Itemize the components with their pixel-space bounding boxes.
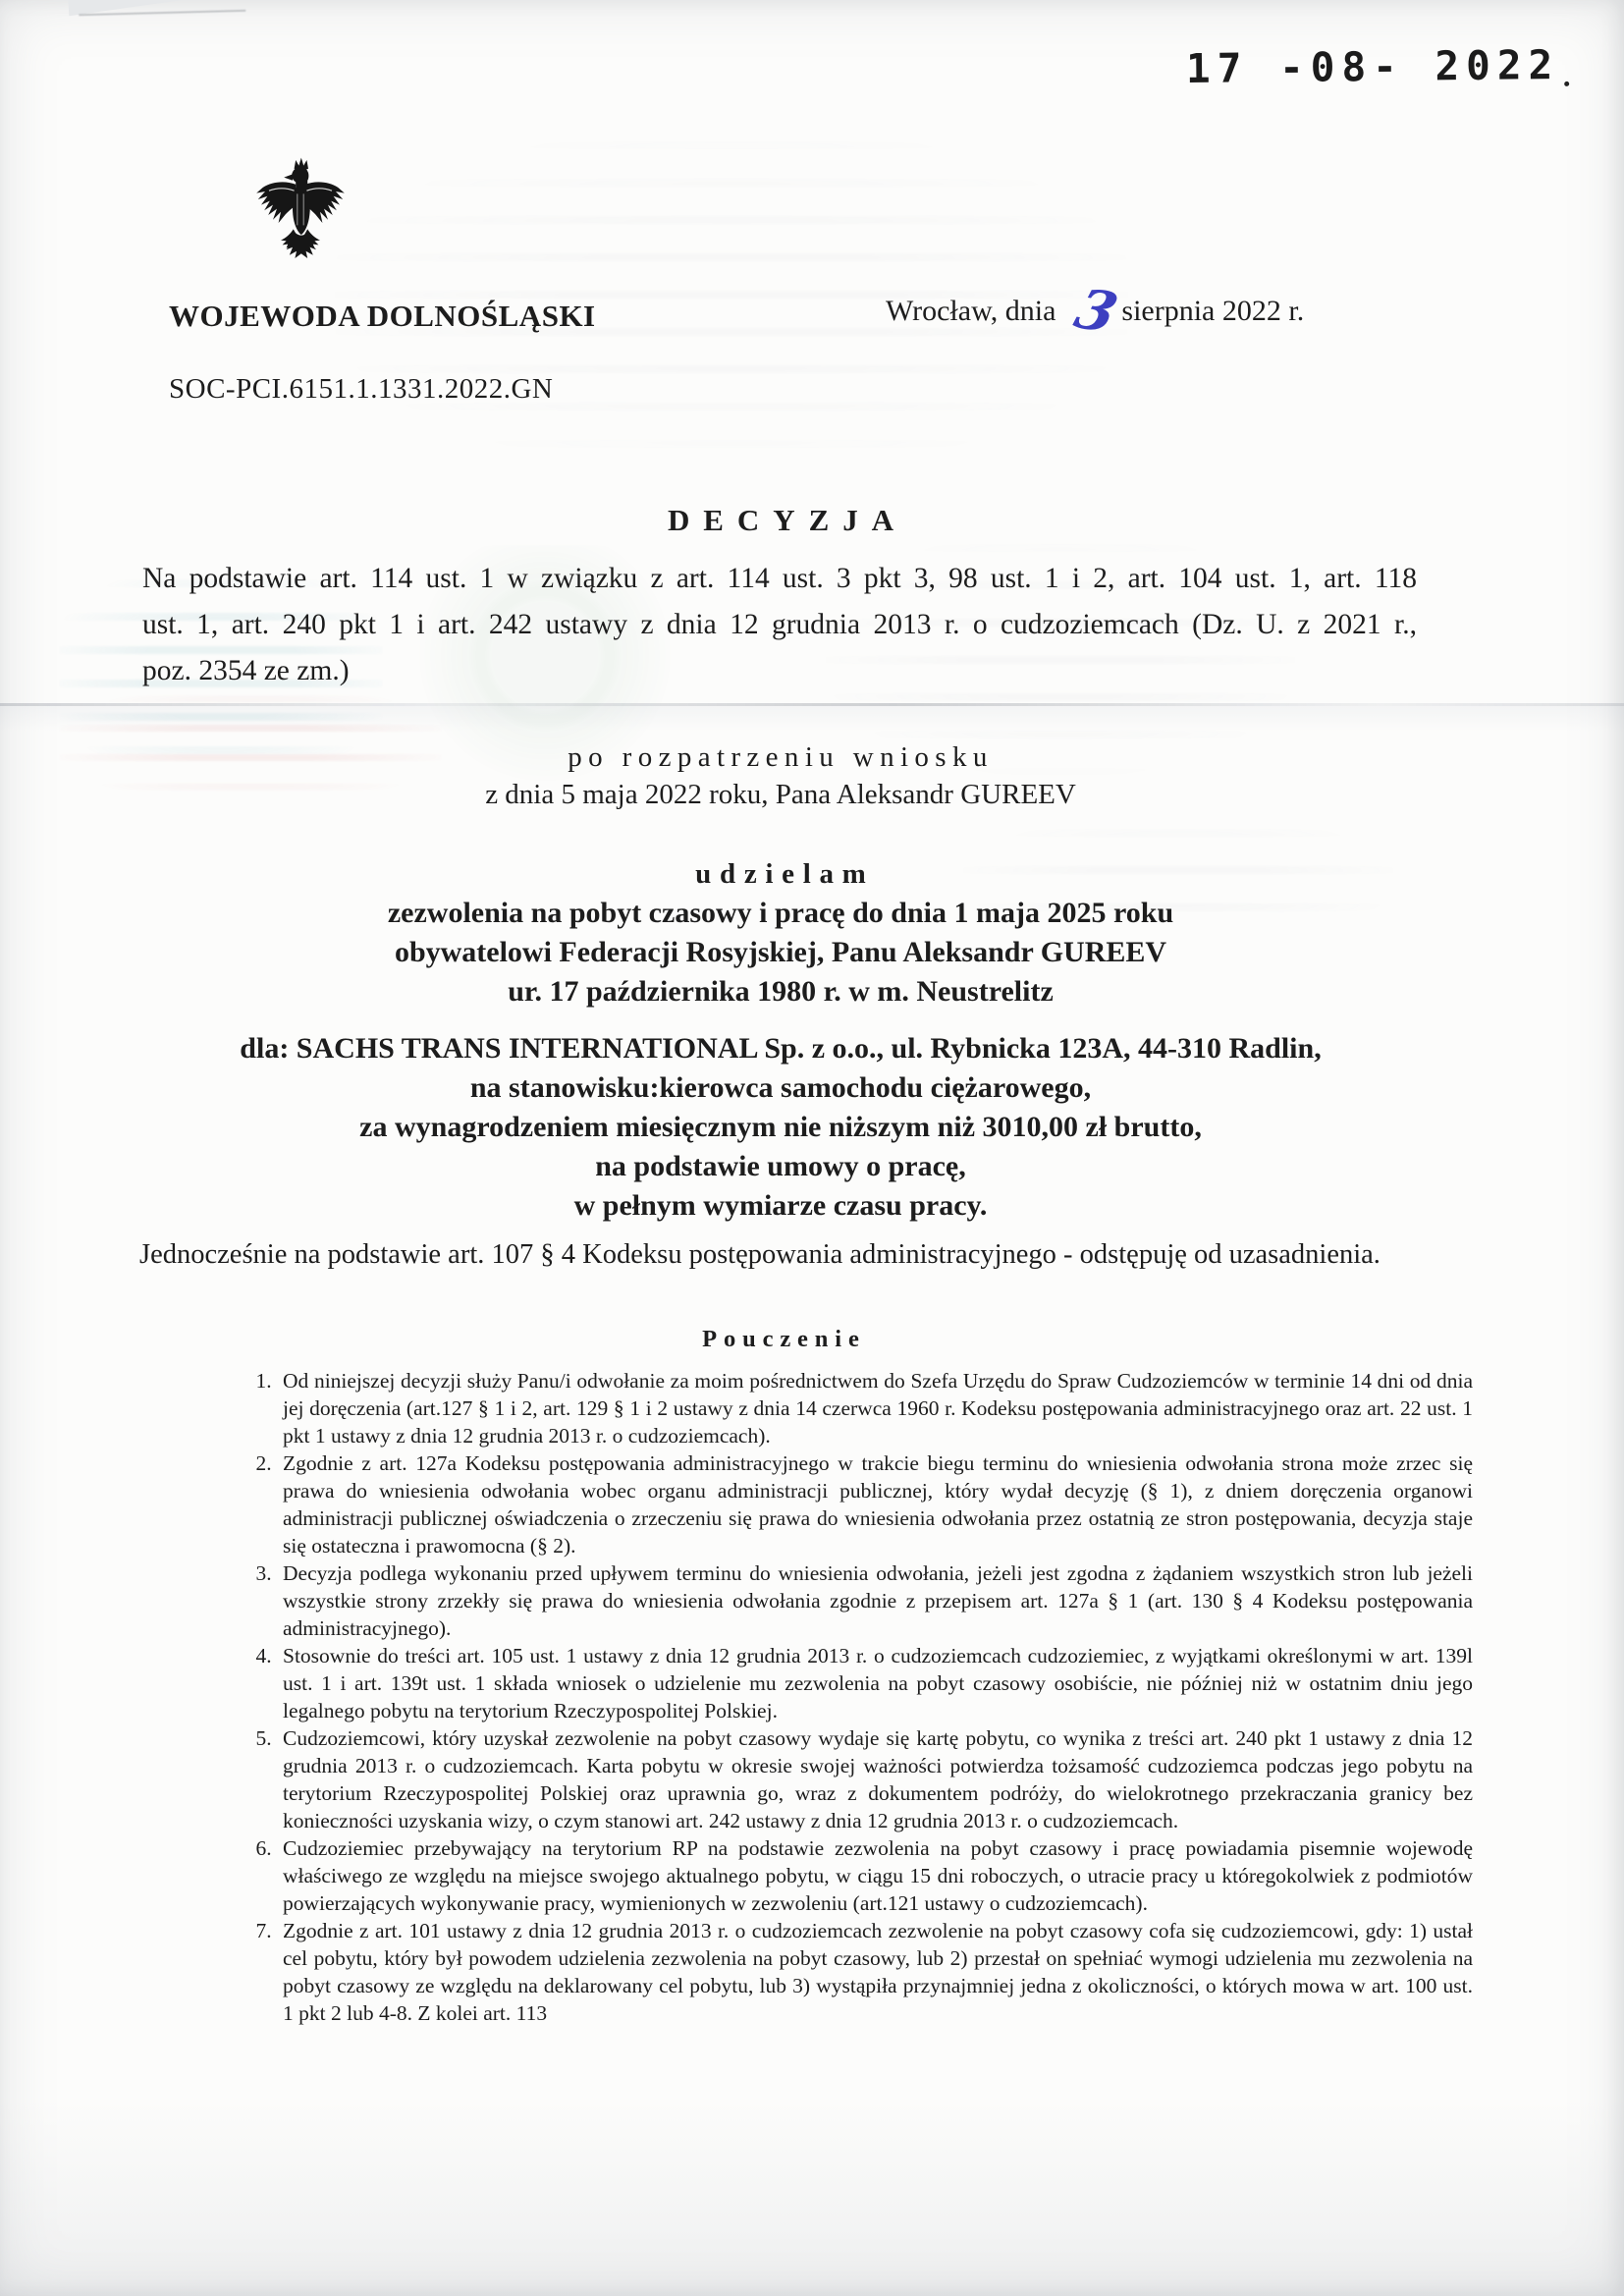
legal-basis-line: poz. 2354 ze zm.)	[142, 655, 350, 686]
instruction-item: 4. Stosownie do treści art. 105 ust. 1 ustawy z dnia 12 grudnia 2013 r. o cudzoziemcach cudzoziemiec, z wyjątkami określonymi w art. 139l ust. 1 i art. 139t ust. 1 składa wniosek o udzielenie mu zezwolenia na pobyt czasowy osobiście, nie później niż w ostatnim dniu jego legalnego pobytu na terytorium Rzeczypospolitej Polskiej.	[277, 1642, 1473, 1724]
instruction-item: 2. Zgodnie z art. 127a Kodeksu postępowania administracyjnego w trakcie biegu terminu do wniesienia odwołania strona może zrzec się prawa do wniesienia odwołania wobec organu administracji publicznej, który wydał decyzję (§ 1), z dniem doręczenia organowi administracji publicznej oświadczenia o zrzeczeniu się prawa do wniesienia odwołania przez ostatnią ze stron postępowania, decyzja staje się ostateczna i prawomocna (§ 2).	[277, 1449, 1473, 1559]
employer-line: w pełnym wymiarze czasu pracy.	[573, 1189, 988, 1222]
grant-block	[142, 854, 1419, 1011]
instruction-item: 7. Zgodnie z art. 101 ustawy z dnia 12 grudnia 2013 r. o cudzoziemcach zezwolenie na pobyt czasowy cofa się cudzoziemcowi, gdy: 1) ustał cel pobytu, który był powodem udzielenia zezwolenia na pobyt czasowy, lub 2) przestał on spełniać wymogi udzielenia mu zezwolenia na pobyt czasowy ze względu na deklarowany cel pobytu, lub 3) wystąpiła przynajmniej jedna z okoliczności, o których mowa w art. 100 ust. 1 pkt 2 lub 4-8. Z kolei art. 113	[277, 1917, 1473, 2027]
scanner-shadow	[0, 2100, 1624, 2296]
legal-basis-paragraph	[142, 556, 1417, 694]
place-date-suffix: sierpnia 2022 r.	[1121, 295, 1305, 327]
paper-fold-mark	[68, 0, 255, 25]
place-date-prefix: Wrocław, dnia	[886, 295, 1056, 327]
consideration-line1: po rozpatrzeniu wniosku	[568, 741, 994, 773]
consideration-line2: z dnia 5 maja 2022 roku, Pana Aleksandr GUREEV	[485, 779, 1076, 810]
polish-eagle-emblem-icon	[253, 143, 348, 287]
issuer-name: WOJEWODA DOLNOŚLĄSKI	[169, 299, 596, 333]
employer-block	[142, 1029, 1419, 1226]
legal-basis-line: ust. 1, art. 240 pkt 1 i art. 242 ustawy z dnia 12 grudnia 2013 r. o cudzoziemcach (Dz. U. z 2021 r.,	[142, 609, 1417, 640]
employer-line: za wynagrodzeniem miesięcznym nie niższym niż 3010,00 zł brutto,	[359, 1111, 1202, 1143]
employer-line: na stanowisku:kierowca samochodu ciężarowego,	[469, 1071, 1092, 1104]
instruction-heading: Pouczenie	[702, 1326, 866, 1352]
grant-line: ur. 17 października 1980 r. w m. Neustrelitz	[508, 975, 1054, 1008]
consideration-block	[142, 738, 1419, 813]
received-date-stamp: 17 -08- 2022	[1185, 41, 1560, 92]
document-title: DECYZJA	[667, 503, 907, 537]
instruction-item: 3. Decyzja podlega wykonaniu przed upływem terminu do wniesienia odwołania, jeżeli jest zgodna z żądaniem wszystkich stron lub jeżeli wszystkie strony zrzekły się prawa do wniesienia odwołania zgodnie z przepisem art. 127a § 1 (art. 130 § 4 Kodeksu postępowania administracyjnego).	[277, 1559, 1473, 1642]
case-number: SOC-PCI.6151.1.1331.2022.GN	[169, 373, 554, 405]
employer-line: dla: SACHS TRANS INTERNATIONAL Sp. z o.o., ul. Rybnicka 123A, 44-310 Radlin,	[240, 1032, 1322, 1065]
grant-verb: udzielam	[695, 858, 875, 890]
instruction-item: 1. Od niniejszej decyzji służy Panu/i odwołanie za moim pośrednictwem do Szefa Urzędu do Spraw Cudzoziemców w terminie 14 dni od dnia jej doręczenia (art.127 § 1 i 2, art. 129 § 1 i 2 ustawy z dnia 14 czerwca 1960 r. Kodeksu postępowania administracyjnego oraz art. 22 ust. 1 pkt 1 ustawy z dnia 12 grudnia 2013 r. o cudzoziemcach).	[277, 1367, 1473, 1449]
legal-basis-line: Na podstawie art. 114 ust. 1 w związku z art. 114 ust. 3 pkt 3, 98 ust. 1 i 2, art. 104 ust. 1, art. 118	[142, 563, 1417, 594]
instruction-item: 5. Cudzoziemcowi, który uzyskał zezwolenie na pobyt czasowy wydaje się kartę pobytu, co wynika z treści art. 240 pkt 1 ustawy z dnia 12 grudnia 2013 r. o cudzoziemcach. Karta pobytu w okresie swojej ważności potwierdza tożsamość cudzoziemca podczas jego pobytu na terytorium Rzeczypospolitej Polskiej oraz uprawnia go, wraz z dokumentem podróży, do wielokrotnego przekraczania granicy bez konieczności uzyskania wizy, o czym stanowi art. 242 ustawy z dnia 12 grudnia 2013 r. o cudzoziemcach.	[277, 1724, 1473, 1834]
instruction-list	[218, 1367, 1473, 2027]
instruction-item: 6. Cudzoziemiec przebywający na terytorium RP na podstawie zezwolenia na pobyt czasowy i pracę powiadamia pisemnie wojewodę właściwego ze względu na miejsce swojego aktualnego pobytu, w ciągu 15 dni roboczych, o utracie pracy u któregokolwiek z podmiotów powierzających wykonywanie pracy, wymienionych w zezwoleniu (art.121 ustawy o cudzoziemcach).	[277, 1834, 1473, 1917]
employer-line: na podstawie umowy o pracę,	[595, 1150, 966, 1182]
place-date-line	[886, 277, 1305, 346]
paper-crease-shadow	[0, 706, 1624, 732]
grant-line: obywatelowi Federacji Rosyjskiej, Panu Aleksandr GUREEV	[394, 936, 1167, 968]
justification-waiver: Jednocześnie na podstawie art. 107 § 4 Kodeksu postępowania administracyjnego - odstępuję od uzasadnienia.	[139, 1239, 1380, 1270]
handwritten-day: 3	[1067, 277, 1125, 346]
grant-line: zezwolenia na pobyt czasowy i pracę do dnia 1 maja 2025 roku	[387, 897, 1174, 929]
